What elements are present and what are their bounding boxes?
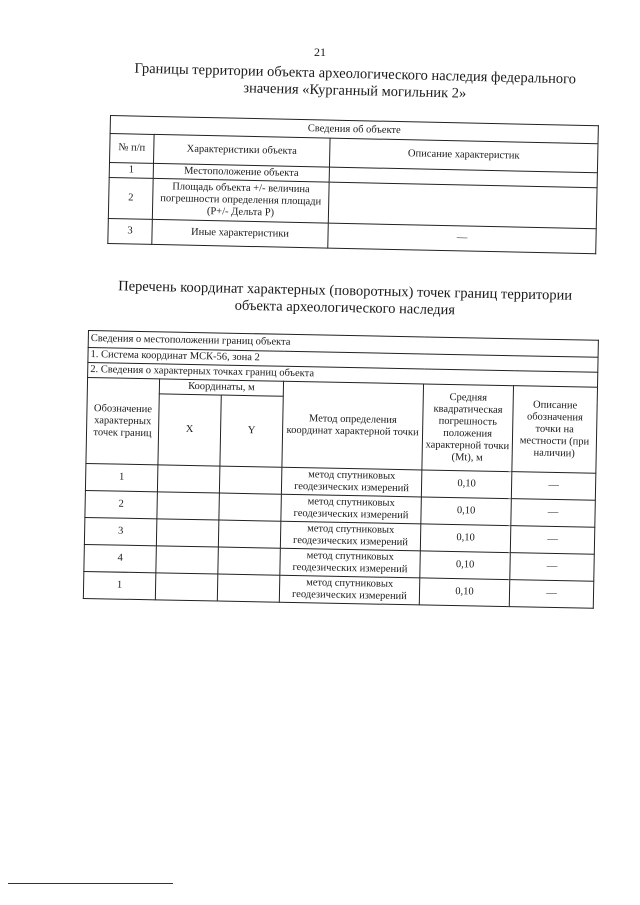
characteristic-name: Площадь объекта +/- величина погрешности определения площади (P+/- Дельта P) [152,178,329,223]
point-id: 4 [84,544,157,572]
row-number: 3 [108,218,153,244]
column-header: Обозначение характерных точек границ [86,378,160,465]
point-description: — [511,499,596,528]
y-coordinate [218,547,281,575]
row-number: 1 [109,163,153,179]
coordinate-system: 1. Система координат МСК-56, зона 2 [88,348,598,373]
point-id: 3 [84,517,157,545]
point-id: 1 [85,463,158,491]
x-coordinate [156,519,219,547]
method: метод спутниковых геодезических измерений [280,548,420,578]
y-coordinate [218,520,281,548]
y-coordinate [219,493,282,521]
x-coordinate [157,492,220,520]
points-header: 2. Сведения о характерных точках границ объекта [88,363,598,388]
x-coordinate [156,546,219,574]
column-header: Характеристики объекта [153,134,330,167]
coordinates-title: Перечень координат характерных (поворотных) точек границ территории объекта археологического наследия [118,278,573,319]
accuracy: 0,10 [420,551,511,580]
y-coordinate [219,466,282,494]
page-number: 21 [314,45,326,59]
characteristic-name: Иные характеристики [152,219,328,248]
row-number: 2 [108,177,153,219]
column-header: Метод определения координат характерной точки [282,381,424,470]
accuracy: 0,10 [420,524,511,553]
section-header: Сведения о местоположении границ объекта [88,331,598,358]
characteristic-name: Местоположение объекта [153,163,329,182]
accuracy: 0,10 [419,578,510,607]
column-header: № п/п [110,134,155,164]
accuracy: 0,10 [421,497,512,526]
x-coordinate [155,573,218,601]
table-header: Сведения об объекте [110,116,598,144]
point-id: 1 [83,571,156,599]
coordinates-table [83,330,599,609]
point-description: — [510,526,595,555]
point-description: — [510,553,595,582]
column-header: X [158,394,221,466]
method: метод спутниковых геодезических измерений [280,521,420,551]
method: метод спутниковых геодезических измерений [281,494,421,524]
object-info-table [107,115,599,254]
document-title: Границы территории объекта археологического наследия федерального значения «Курганный могильник 2» [134,60,577,102]
column-header: Описание характеристик [329,138,598,173]
characteristic-description: — [328,223,596,254]
point-id: 2 [85,490,158,518]
accuracy: 0,10 [421,470,512,499]
x-coordinate [157,465,220,493]
column-header: Средняя квадратическая погрешность положения характерной точки (Mt), м [422,384,514,472]
characteristic-description [328,182,597,229]
method: метод спутниковых геодезических измерений [281,467,421,497]
y-coordinate [217,574,280,602]
column-header: Y [220,395,283,467]
method: метод спутниковых геодезических измерений [279,575,419,605]
point-description: — [511,472,596,501]
footer-divider [8,883,173,884]
column-header: Координаты, м [159,379,283,396]
column-header: Описание обозначения точки на местности (при наличии) [512,386,598,474]
point-description: — [509,580,594,609]
